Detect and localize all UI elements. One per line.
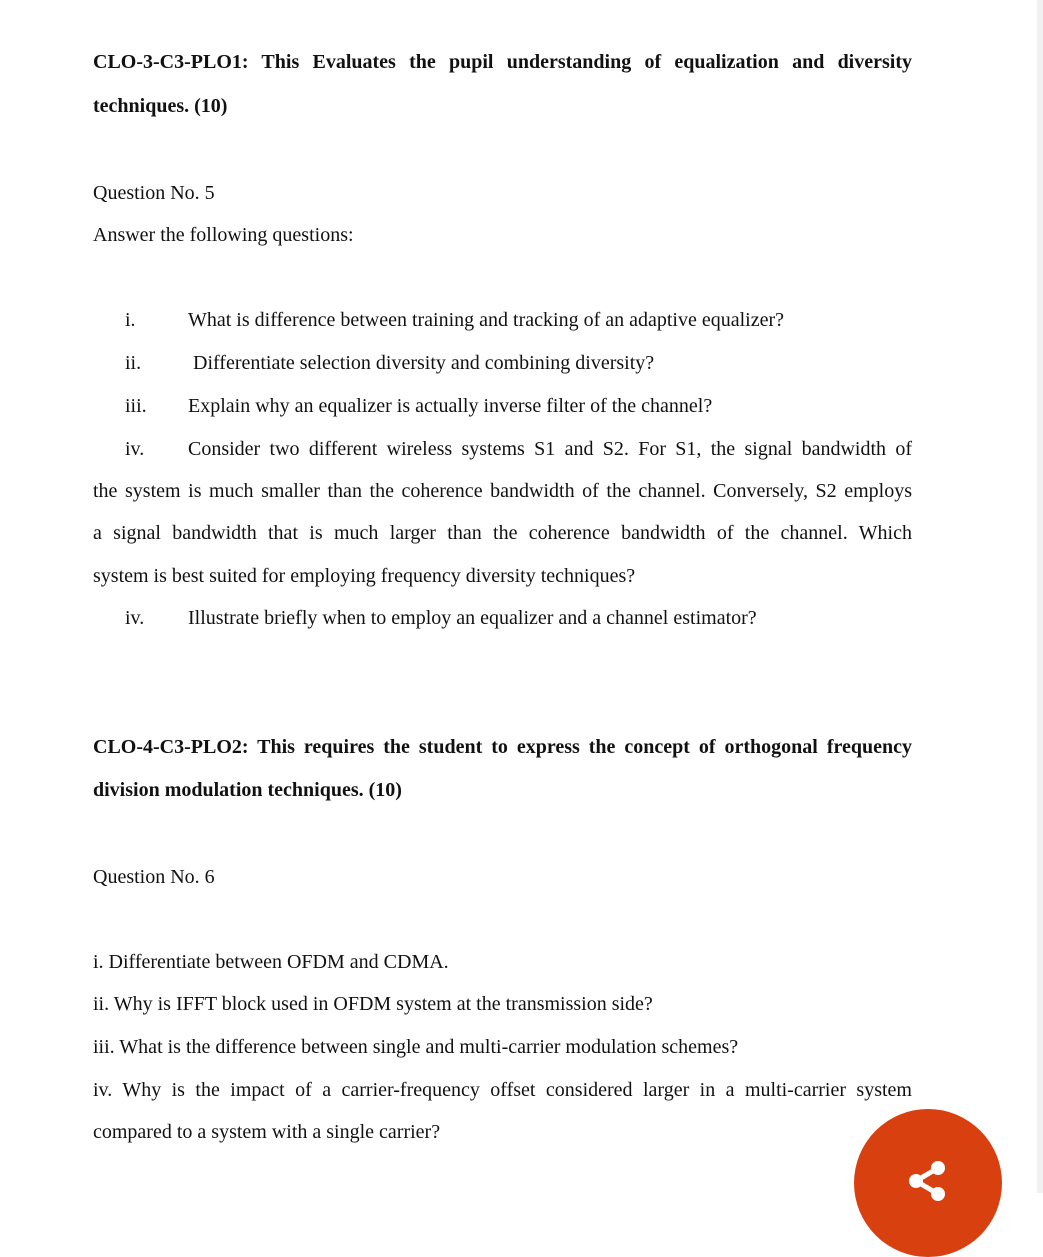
share-icon [904, 1157, 952, 1205]
question-instruction: Answer the following questions: [93, 224, 354, 246]
question-title-5: Question No. 5 [93, 182, 215, 204]
item-number: iii. [125, 395, 147, 417]
item-number: iv. [125, 607, 145, 629]
section-heading-clo3-line1: CLO-3-C3-PLO1: This Evaluates the pupil understanding of equalization and diversity [93, 51, 912, 73]
question-item: Differentiate selection diversity and combining diversity? [193, 352, 655, 374]
section-heading-clo4-line2: division modulation techniques. (10) [93, 779, 402, 801]
question-item: iii. What is the difference between single and multi-carrier modulation schemes? [93, 1036, 739, 1058]
question-item-line2: compared to a system with a single carrier? [93, 1121, 441, 1143]
question-item-line2: the system is much smaller than the coherence bandwidth of the channel. Conversely, S2 employs [93, 480, 912, 502]
question-item-line3: a signal bandwidth that is much larger than the coherence bandwidth of the channel. Which [93, 522, 912, 544]
question-item-line4: system is best suited for employing frequency diversity techniques? [93, 565, 636, 587]
item-number: iv. [125, 438, 145, 460]
scrollbar-track[interactable] [1037, 0, 1043, 1193]
question-item: Illustrate briefly when to employ an equalizer and a channel estimator? [188, 607, 757, 629]
question-item-line1: iv. Why is the impact of a carrier-frequency offset considered larger in a multi-carrier system [93, 1079, 912, 1101]
question-item: Explain why an equalizer is actually inverse filter of the channel? [188, 395, 713, 417]
item-number: i. [125, 309, 136, 331]
question-item: i. Differentiate between OFDM and CDMA. [93, 951, 449, 973]
question-item: What is difference between training and tracking of an adaptive equalizer? [188, 309, 785, 331]
item-number: ii. [125, 352, 142, 374]
section-heading-clo4-line1: CLO-4-C3-PLO2: This requires the student to express the concept of orthogonal frequency [93, 736, 912, 758]
question-title-6: Question No. 6 [93, 866, 215, 888]
question-item: ii. Why is IFFT block used in OFDM system at the transmission side? [93, 993, 653, 1015]
section-heading-clo3-line2: techniques. (10) [93, 95, 228, 117]
share-button[interactable] [854, 1109, 1002, 1257]
question-item-line1: Consider two different wireless systems S1 and S2. For S1, the signal bandwidth of [188, 438, 912, 460]
